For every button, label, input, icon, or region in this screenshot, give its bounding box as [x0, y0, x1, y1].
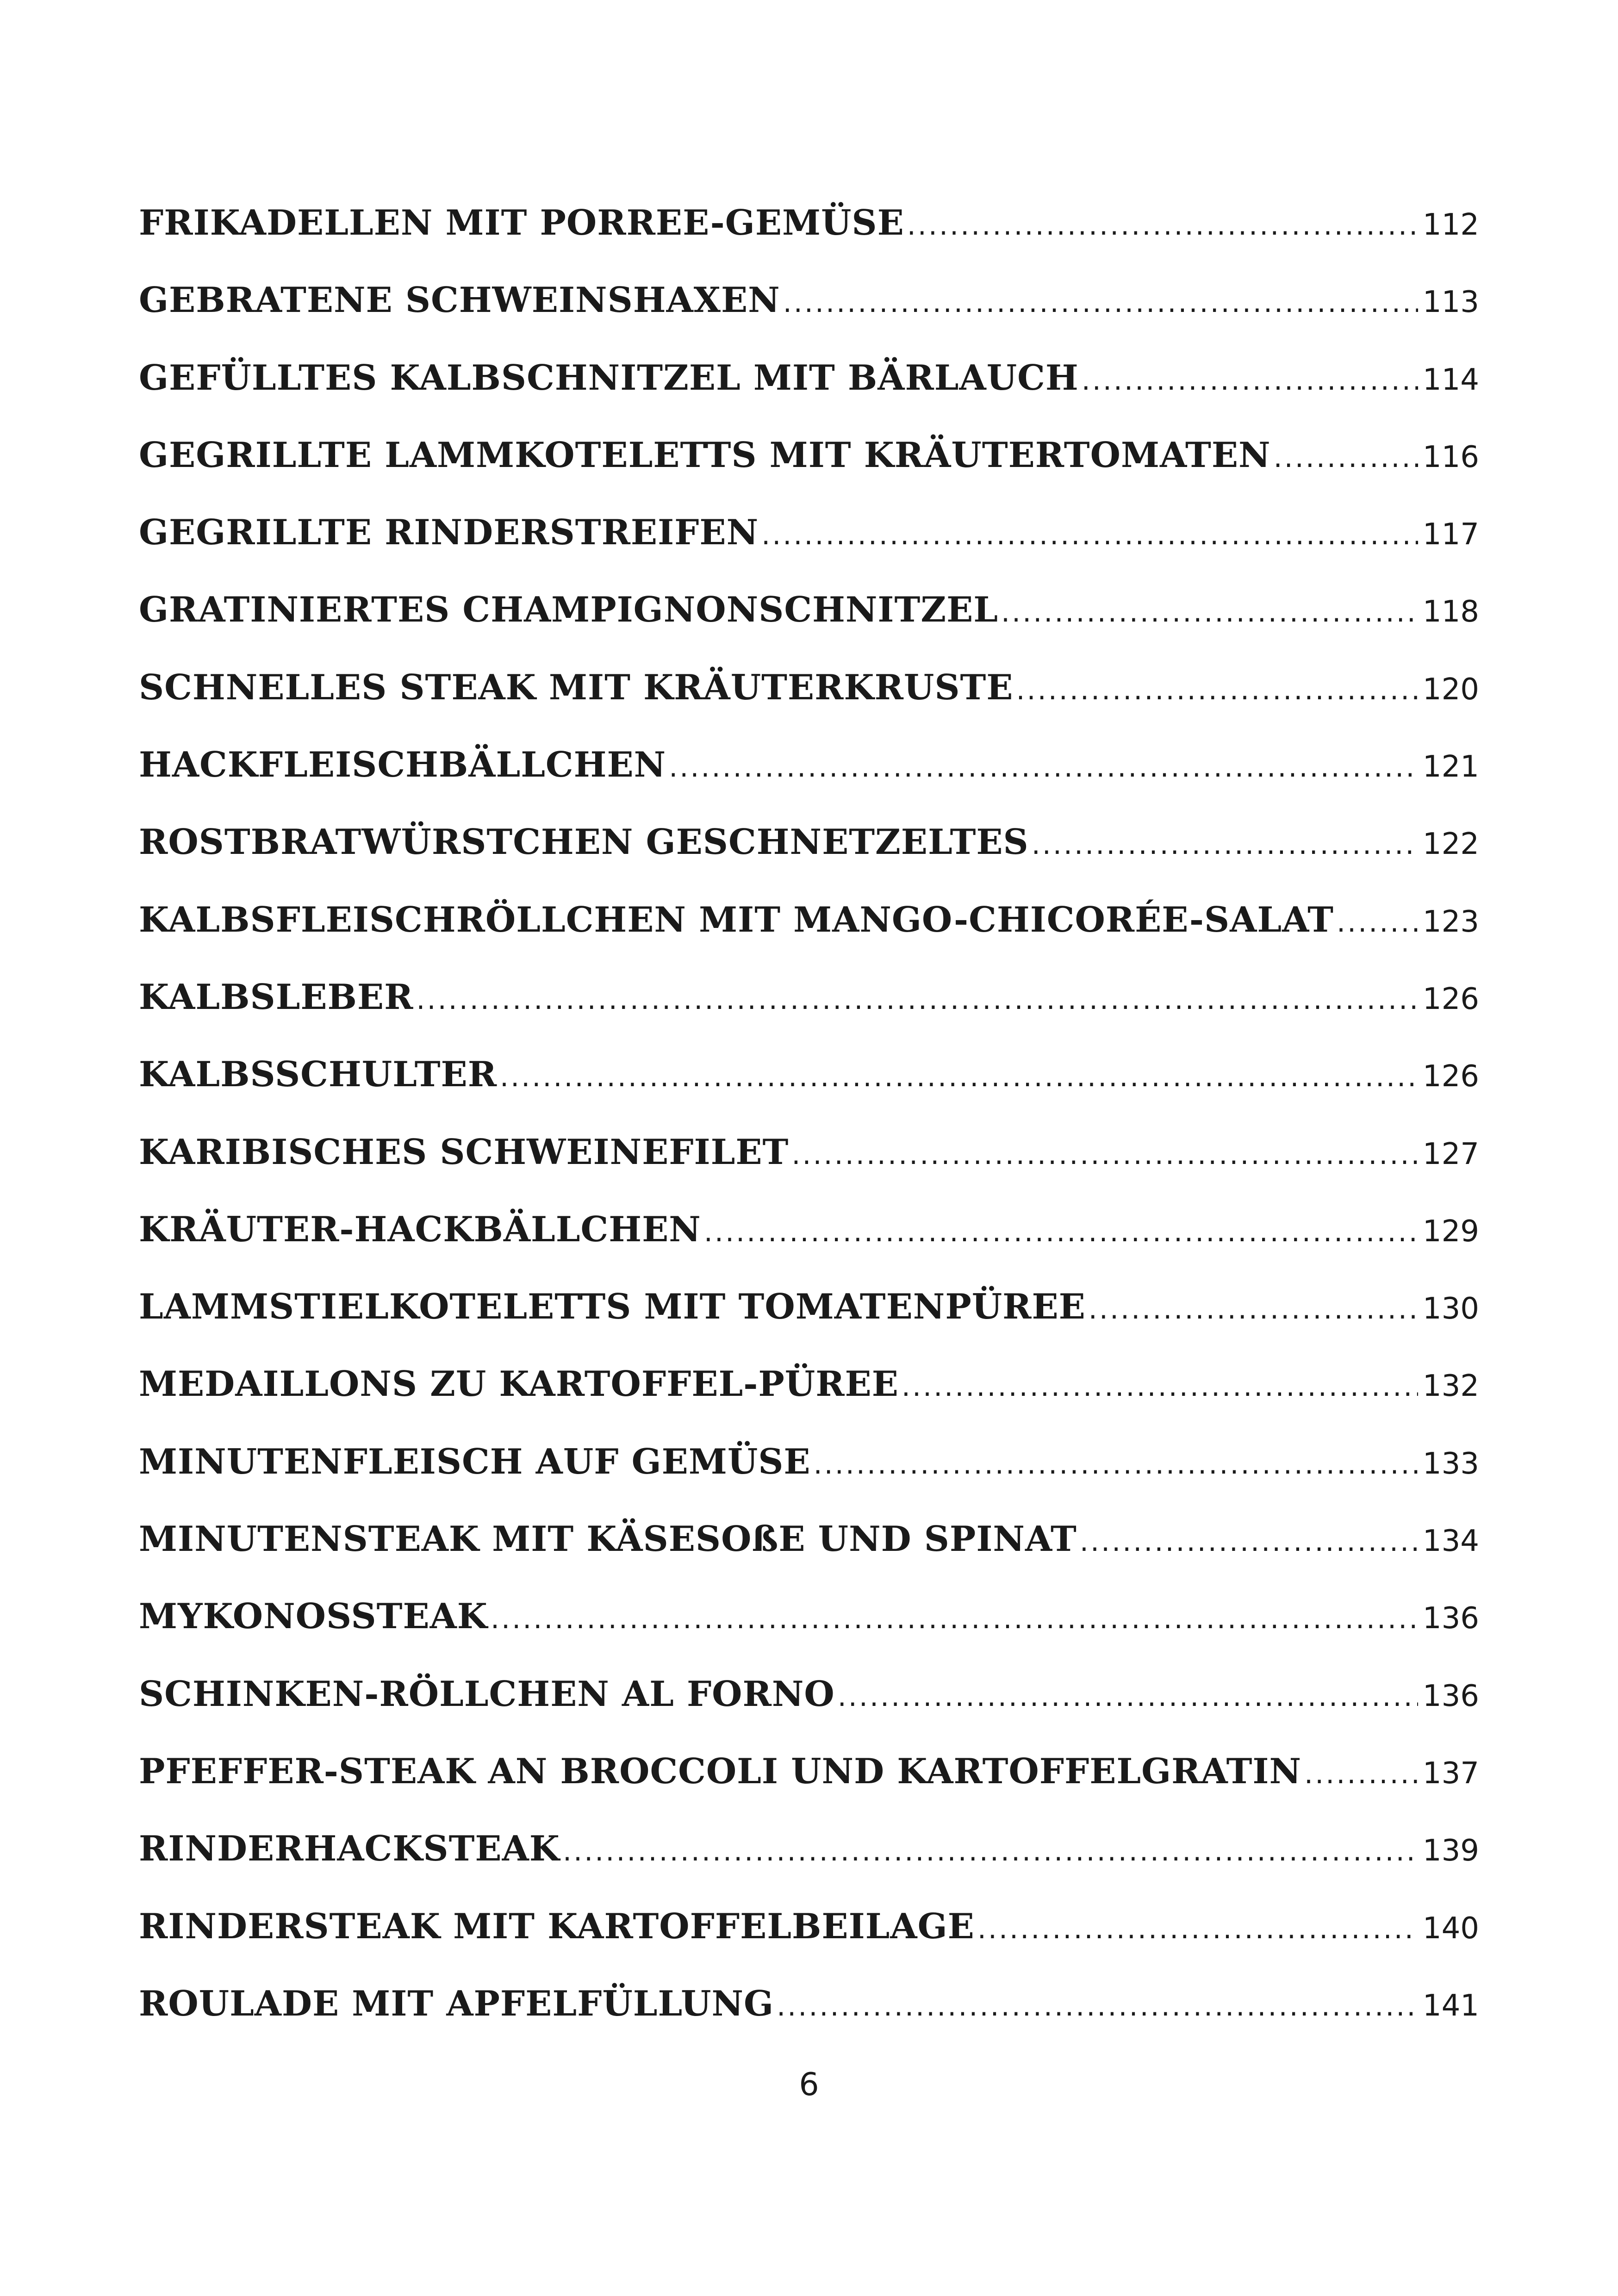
toc-entry-page: 116 [1422, 440, 1479, 474]
toc-entry-page: 137 [1422, 1756, 1479, 1791]
toc-entry-title: KRÄUTER-HACKBÄLLCHEN [139, 1208, 701, 1250]
toc-entry-title: LAMMSTIELKOTELETTS MIT TOMATENPÜREE [139, 1286, 1086, 1327]
toc-dot-leader [1032, 806, 1418, 881]
toc-entry-page: 141 [1422, 1988, 1479, 2023]
toc-dot-leader [783, 264, 1418, 339]
toc-entry[interactable] [139, 494, 1479, 571]
toc-entry-title: MINUTENSTEAK MIT KÄSESOßE UND SPINAT [139, 1518, 1077, 1560]
toc-entry-page: 122 [1422, 827, 1479, 862]
toc-entry-title: SCHNELLES STEAK MIT KRÄUTERKRUSTE [139, 666, 1014, 708]
toc-entry-page: 121 [1422, 750, 1479, 784]
toc-dot-leader [669, 729, 1418, 803]
toc-entry-page: 140 [1422, 1911, 1479, 1946]
toc-entry-title: GRATINIERTES CHAMPIGNONSCHNITZEL [139, 589, 998, 630]
toc-entry[interactable] [139, 261, 1479, 339]
toc-dot-leader [1016, 652, 1418, 726]
toc-entry-page: 126 [1422, 982, 1479, 1016]
toc-entry[interactable] [139, 1423, 1479, 1500]
toc-entry[interactable] [139, 1810, 1479, 1887]
toc-entry-title: SCHINKEN-RÖLLCHEN AL FORNO [139, 1673, 835, 1714]
toc-entry-page: 123 [1422, 904, 1479, 939]
toc-dot-leader [1080, 1503, 1418, 1578]
toc-entry-title: HACKFLEISCHBÄLLCHEN [139, 744, 666, 785]
toc-entry-page: 117 [1422, 517, 1479, 552]
toc-entry-title: MINUTENFLEISCH AUF GEMÜSE [139, 1441, 811, 1482]
toc-entry[interactable] [139, 803, 1479, 881]
toc-entry-page: 136 [1422, 1679, 1479, 1713]
toc-entry-page: 127 [1422, 1137, 1479, 1171]
toc-entry-title: KALBSFLEISCHRÖLLCHEN MIT MANGO-CHICORÉE-SALAT [139, 899, 1334, 940]
toc-dot-leader [416, 961, 1418, 1036]
toc-dot-leader [1337, 884, 1418, 958]
toc-entry-title: KALBSSCHULTER [139, 1054, 498, 1095]
toc-entry[interactable] [139, 1036, 1479, 1113]
toc-entry[interactable] [139, 649, 1479, 726]
toc-entry-title: RINDERSTEAK MIT KARTOFFELBEILAGE [139, 1905, 975, 1947]
toc-entry-title: PFEFFER-STEAK AN BROCCOLI UND KARTOFFELGRATIN [139, 1750, 1302, 1792]
toc-entry[interactable] [139, 1578, 1479, 1655]
toc-dot-leader [777, 1968, 1418, 2042]
toc-entry[interactable] [139, 726, 1479, 803]
toc-entry-page: 139 [1422, 1834, 1479, 1868]
toc-entry-title: GEGRILLTE LAMMKOTELETTS MIT KRÄUTERTOMATEN [139, 434, 1271, 475]
toc-entry-title: RINDERHACKSTEAK [139, 1828, 560, 1869]
toc-entry-title: GEFÜLLTES KALBSCHNITZEL MIT BÄRLAUCH [139, 357, 1079, 398]
toc-entry-page: 126 [1422, 1059, 1479, 1094]
toc-dot-leader [907, 187, 1418, 261]
toc-entry-page: 112 [1422, 208, 1479, 242]
toc-entry[interactable] [139, 1114, 1479, 1191]
toc-entry[interactable] [139, 184, 1479, 261]
toc-entry-page: 133 [1422, 1446, 1479, 1481]
toc-dot-leader [814, 1426, 1418, 1500]
toc-entry[interactable] [139, 417, 1479, 494]
toc-dot-leader [500, 1039, 1418, 1113]
toc-entry-title: MYKONOSSTEAK [139, 1596, 488, 1637]
toc-dot-leader [838, 1658, 1418, 1733]
toc-entry[interactable] [139, 339, 1479, 417]
toc-dot-leader [1001, 574, 1418, 648]
toc-entry-page: 134 [1422, 1524, 1479, 1559]
toc-entry-page: 118 [1422, 595, 1479, 629]
toc-entry[interactable] [139, 1965, 1479, 2042]
toc-entry-title: ROSTBRATWÜRSTCHEN GESCHNETZELTES [139, 821, 1029, 863]
toc-dot-leader [1304, 1736, 1418, 1810]
toc-dot-leader [977, 1891, 1418, 1965]
toc-dot-leader [704, 1194, 1418, 1268]
toc-entry[interactable] [139, 881, 1479, 958]
toc-entry-page: 113 [1422, 285, 1479, 320]
toc-entry[interactable] [139, 1500, 1479, 1578]
toc-entry-title: FRIKADELLEN MIT PORREE-GEMÜSE [139, 202, 904, 243]
toc-dot-leader [761, 497, 1418, 571]
toc-entry[interactable] [139, 1655, 1479, 1733]
toc-entry[interactable] [139, 1268, 1479, 1345]
toc-entry-page: 120 [1422, 672, 1479, 707]
toc-entry-title: MEDAILLONS ZU KARTOFFEL-PÜREE [139, 1363, 899, 1405]
toc-entry-page: 136 [1422, 1601, 1479, 1636]
toc-entry[interactable] [139, 958, 1479, 1036]
toc-entry-title: KALBSLEBER [139, 976, 414, 1017]
toc-entry-title: GEGRILLTE RINDERSTREIFEN [139, 512, 759, 553]
toc-dot-leader [1082, 342, 1418, 417]
toc-entry-title: GEBRATENE SCHWEINSHAXEN [139, 280, 780, 321]
table-of-contents [139, 184, 1479, 2042]
toc-entry-title: ROULADE MIT APFELFÜLLUNG [139, 1983, 774, 2024]
toc-dot-leader [1274, 419, 1418, 494]
toc-dot-leader [902, 1348, 1418, 1423]
toc-dot-leader [563, 1813, 1418, 1887]
toc-entry-page: 132 [1422, 1369, 1479, 1404]
toc-entry[interactable] [139, 1733, 1479, 1810]
toc-entry-title: KARIBISCHES SCHWEINEFILET [139, 1131, 789, 1172]
toc-entry[interactable] [139, 571, 1479, 648]
toc-dot-leader [491, 1580, 1418, 1655]
toc-dot-leader [791, 1116, 1418, 1191]
toc-entry-page: 129 [1422, 1214, 1479, 1249]
toc-entry-page: 114 [1422, 362, 1479, 397]
toc-entry[interactable] [139, 1888, 1479, 1965]
toc-entry-page: 130 [1422, 1292, 1479, 1326]
toc-entry[interactable] [139, 1191, 1479, 1268]
toc-dot-leader [1089, 1271, 1418, 1345]
page-number: 6 [799, 2066, 819, 2103]
toc-entry[interactable] [139, 1345, 1479, 1423]
